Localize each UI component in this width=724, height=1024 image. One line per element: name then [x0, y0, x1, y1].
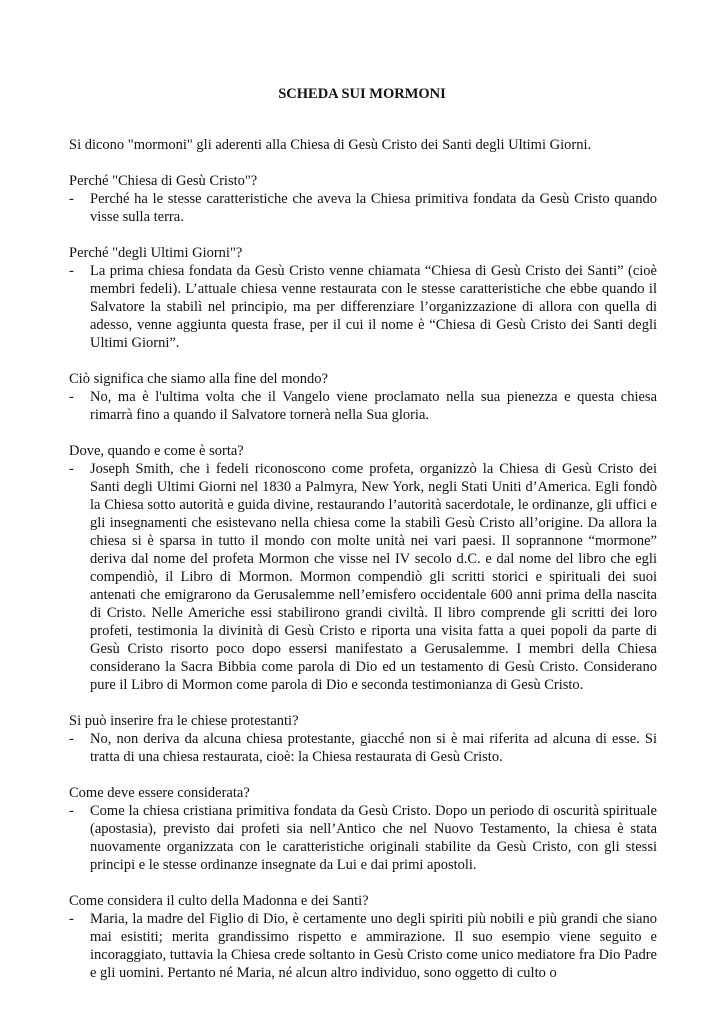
answer-text: No, non deriva da alcuna chiesa protestante, giacché non si è mai riferita ad alcuna di esse. Si tratta di una chiesa restaurata, cioè: la Chiesa restaurata di Gesù Cristo.	[90, 731, 657, 765]
qa-section-6	[69, 784, 657, 874]
question-heading: Dove, quando e come è sorta?	[69, 443, 244, 459]
bullet-dash: -	[69, 263, 74, 279]
qa-section-4	[69, 442, 657, 694]
bullet-dash: -	[69, 803, 74, 819]
answer-text: Come la chiesa cristiana primitiva fondata da Gesù Cristo. Dopo un periodo di oscurità spirituale (apostasia), previsto dai profeti sia nell’Antico che nel Nuovo Testamento, la chiesa è stata nuovamente organizzata con le caratteristiche originali stabilite da Gesù Cristo, con gli stessi principi e le stesse ordinanze insegnate da Lui e dai primi apostoli.	[90, 803, 657, 873]
question-heading: Perché "degli Ultimi Giorni"?	[69, 245, 243, 261]
qa-section-3	[69, 370, 657, 424]
question-heading: Come considera il culto della Madonna e dei Santi?	[69, 893, 369, 909]
answer-item	[69, 190, 657, 226]
answer-text: Perché ha le stesse caratteristiche che aveva la Chiesa primitiva fondata da Gesù Cristo quando visse sulla terra.	[90, 191, 657, 225]
document-title: SCHEDA SUI MORMONI	[278, 86, 446, 102]
question-heading: Come deve essere considerata?	[69, 785, 250, 801]
question-heading: Perché "Chiesa di Gesù Cristo"?	[69, 173, 258, 189]
answer-item	[69, 910, 657, 982]
answer-item	[69, 460, 657, 694]
bullet-dash: -	[69, 461, 74, 477]
question-heading: Si può inserire fra le chiese protestanti?	[69, 713, 299, 729]
answer-item	[69, 388, 657, 424]
bullet-dash: -	[69, 389, 74, 405]
bullet-dash: -	[69, 731, 74, 747]
answer-item	[69, 730, 657, 766]
document-body	[69, 136, 657, 1000]
answer-item	[69, 262, 657, 352]
answer-text: La prima chiesa fondata da Gesù Cristo venne chiamata “Chiesa di Gesù Cristo dei Santi” (cioè membri fedeli). L’attuale chiesa venne restaurata con le stesse caratteristiche che ebbe quando il Salvatore la stabilì nel principio, ma per differenziare l’organizzazione di allora con quella di adesso, venne aggiunta questa frase, per il cui il nome è “Chiesa di Gesù Cristo dei Santi degli Ultimi Giorni”.	[90, 263, 657, 351]
qa-section-7	[69, 892, 657, 982]
answer-text: Maria, la madre del Figlio di Dio, è certamente uno degli spiriti più nobili e più grandi che siano mai esistiti; merita grandissimo rispetto e ammirazione. Il suo esempio viene seguito e incoraggiato, tuttavia la Chiesa crede soltanto in Gesù Cristo come unico mediatore fra Dio Padre e gli uomini. Pertanto né Maria, né alcun altro individuo, sono oggetto di culto o	[90, 911, 657, 981]
answer-text: Joseph Smith, che i fedeli riconoscono come profeta, organizzò la Chiesa di Gesù Cristo dei Santi degli Ultimi Giorni nel 1830 a Palmyra, New York, negli Stati Uniti d’America. Egli fondò la Chiesa sotto autorità e guida divine, restaurando l’autorità sacerdotale, le ordinanze, gli uffici e gli insegnamenti che esistevano nella chiesa come la stabilì Gesù Cristo all’origine. Da allora la chiesa si è sparsa in tutto il mondo con molte unità nei vari paesi. Il soprannone “mormone” deriva dal nome del profeta Mormon che visse nel IV secolo d.C. e dal nome del libro che egli compendiò, il Libro di Mormon. Mormon compendiò gli scritti storici e spirituali dei suoi antenati che emigrarono da Gerusalemme nell’emisfero occidentale 600 anni prima della nascita di Cristo. Nelle Americhe essi stabilirono grandi civiltà. Il libro comprende gli scritti dei loro profeti, testimonia la divinità di Gesù Cristo e riporta una visita fatta a quei popoli da parte di Gesù Cristo risorto poco dopo essersi manifestato a Gerusalemme. I membri della Chiesa considerano la Sacra Bibbia come parola di Dio ed un testamento di Gesù Cristo. Considerano pure il Libro di Mormon come parola di Dio e seconda testimonianza di Gesù Cristo.	[90, 461, 657, 693]
bullet-dash: -	[69, 911, 74, 927]
bullet-dash: -	[69, 191, 74, 207]
question-heading: Ciò significa che siamo alla fine del mondo?	[69, 371, 328, 387]
intro-paragraph: Si dicono "mormoni" gli aderenti alla Chiesa di Gesù Cristo dei Santi degli Ultimi Giorni.	[69, 137, 592, 153]
answer-text: No, ma è l'ultima volta che il Vangelo viene proclamato nella sua pienezza e questa chiesa rimarrà fino a quando il Salvatore tornerà nella Sua gloria.	[90, 389, 657, 423]
answer-item	[69, 802, 657, 874]
qa-section-5	[69, 712, 657, 766]
qa-section-1	[69, 172, 657, 226]
qa-section-2	[69, 244, 657, 352]
